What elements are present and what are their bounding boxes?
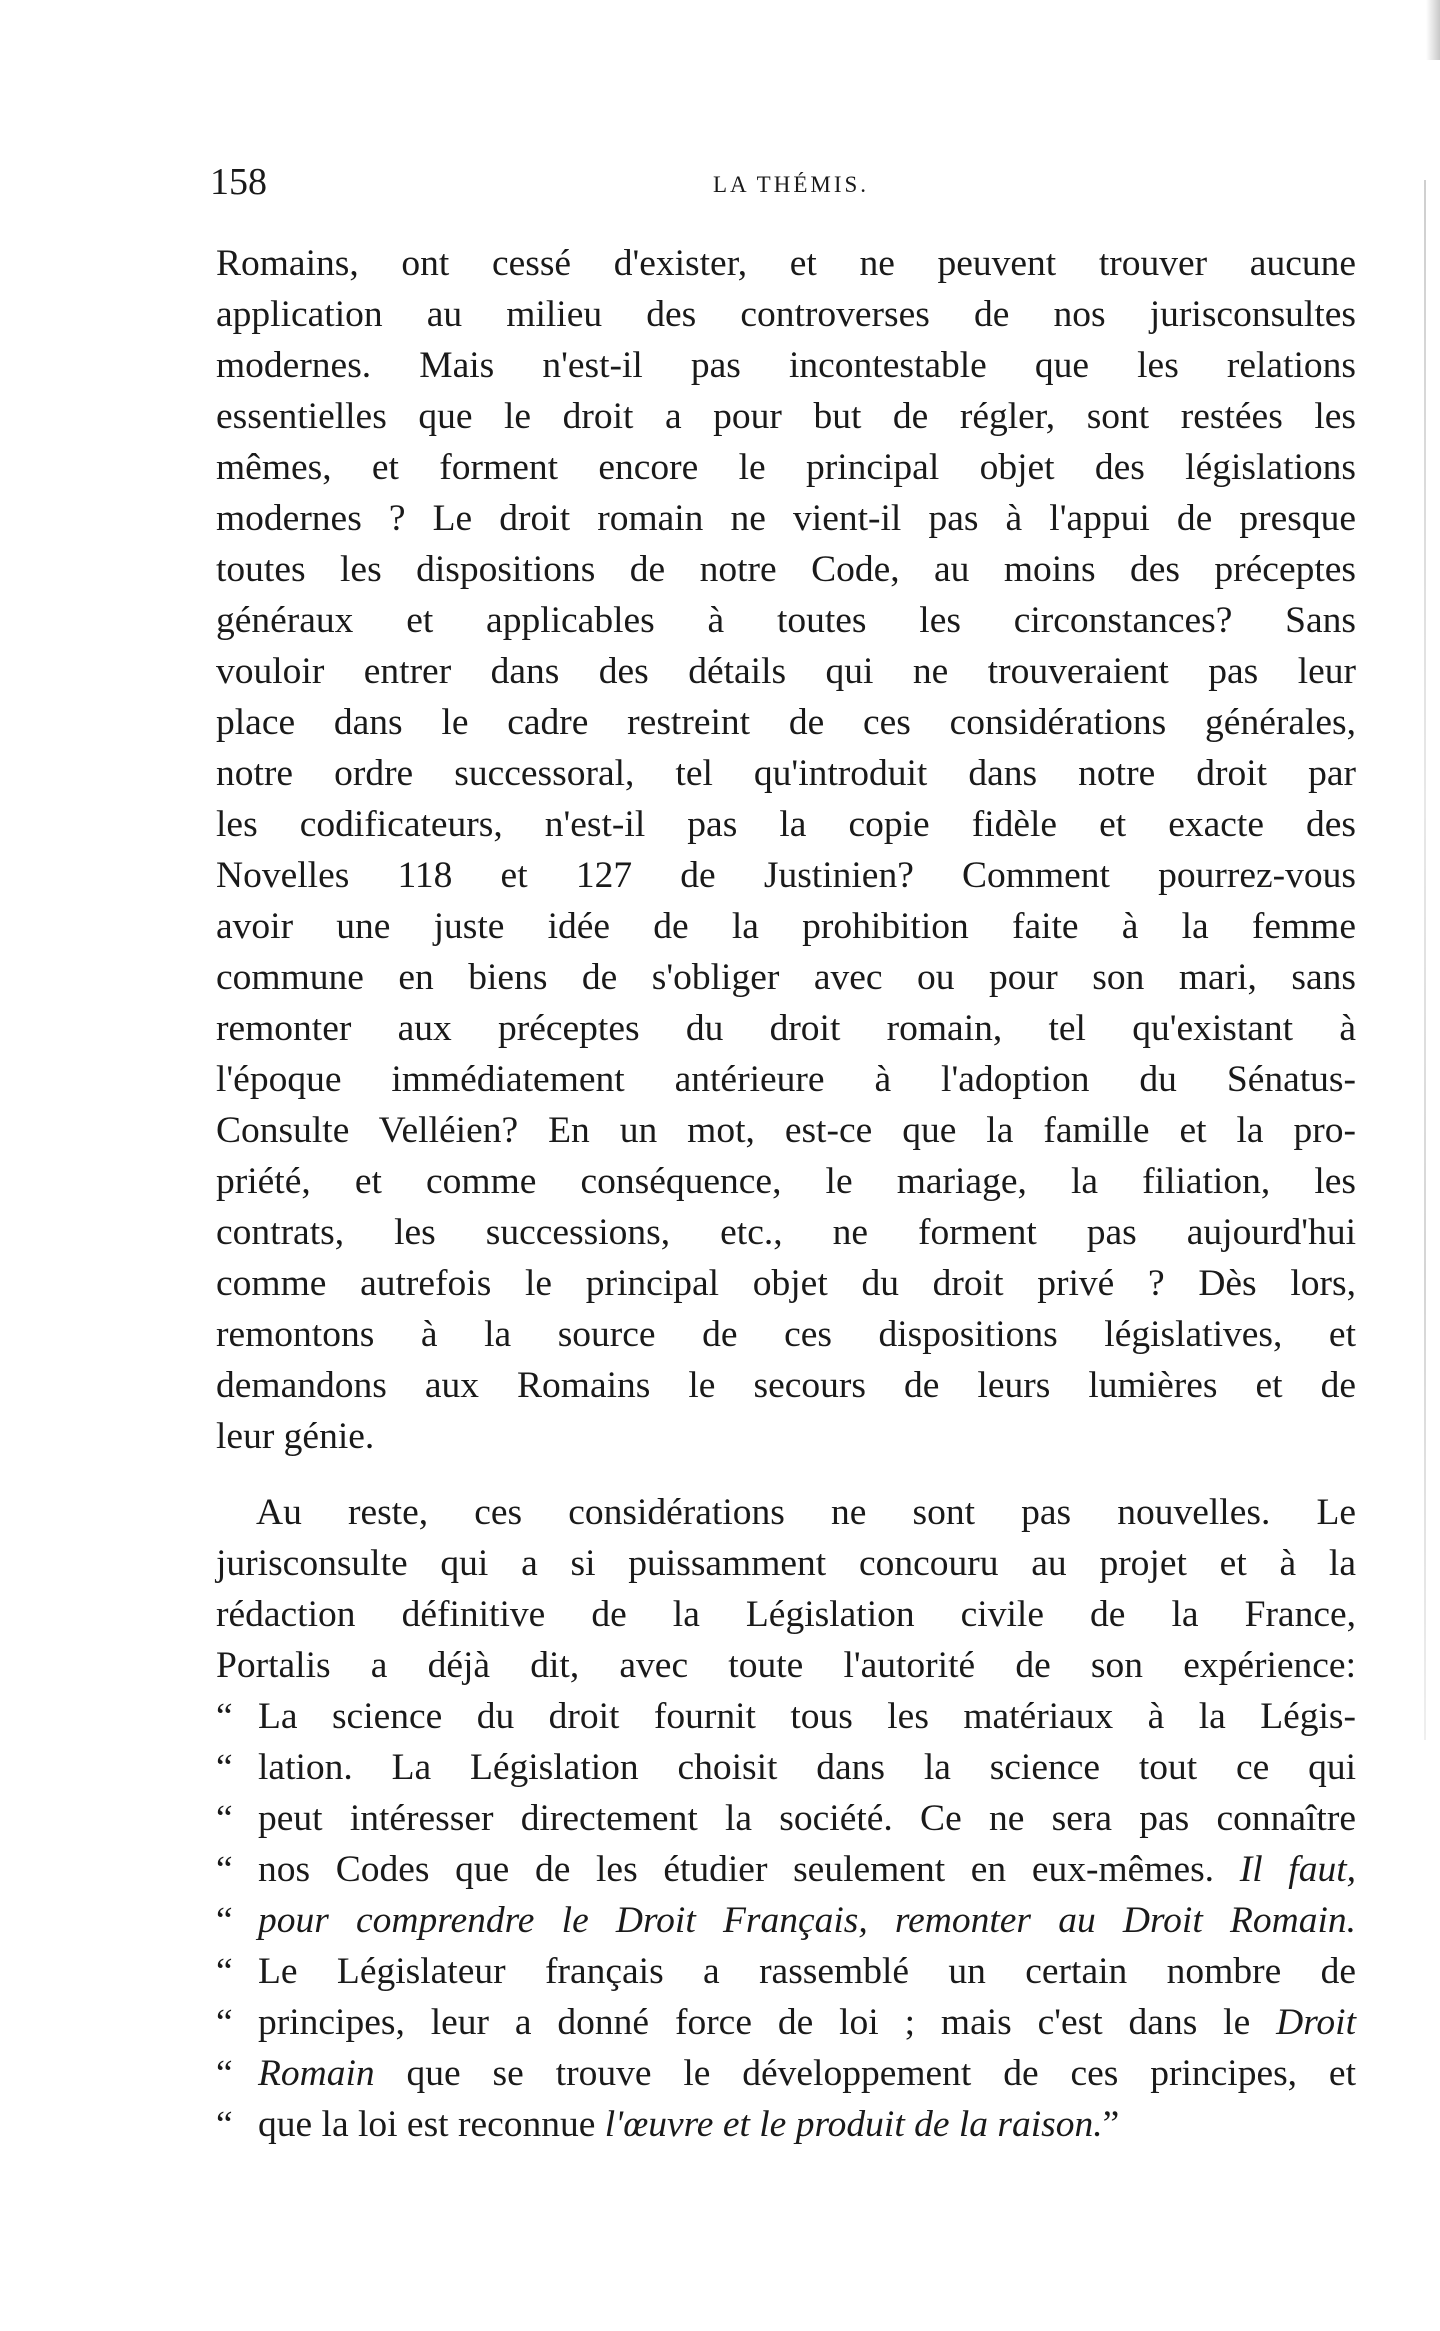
quote-closing-mark: ” [1102, 2104, 1120, 2145]
text-line: jurisconsulte qui a si puissamment concouru au projet et à la [216, 1543, 1356, 1584]
text-line: mêmes, et forment encore le principal objet des législations [216, 447, 1356, 488]
quote-line [216, 1691, 1356, 1742]
quote-italic-text: l'œuvre et le produit de la raison. [604, 2104, 1103, 2145]
text-line: place dans le cadre restreint de ces considérations générales, [216, 702, 1356, 743]
quote-text: que se trouve le développement de ces principes, et [374, 2053, 1356, 2094]
text-line: remontons à la source de ces dispositions législatives, et [216, 1314, 1356, 1355]
text-line: avoir une juste idée de la prohibition faite à la femme [216, 906, 1356, 947]
quote-mark: “ [216, 2104, 233, 2145]
quote-text: peut intéresser directement la société. Ce ne sera pas connaître [258, 1798, 1356, 1839]
text-line: Romains, ont cessé d'exister, et ne peuvent trouver aucune [216, 243, 1356, 284]
paragraph-1 [216, 238, 1356, 1462]
quote-italic-text: pour comprendre le Droit Français, remonter au Droit Romain. [258, 1900, 1356, 1941]
quote-text: lation. La Législation choisit dans la science tout ce qui [258, 1747, 1356, 1788]
text-line: Portalis a déjà dit, avec toute l'autorité de son expérience: [216, 1645, 1356, 1686]
quote-mark: “ [216, 1849, 233, 1890]
quote-italic-text: Romain [258, 2053, 375, 2094]
quote-line [216, 2048, 1356, 2099]
page-edge-shadow [1424, 180, 1426, 1740]
quote-line [216, 1793, 1356, 1844]
text-line: demandons aux Romains le secours de leurs lumières et de [216, 1365, 1356, 1406]
text-line: les codificateurs, n'est-il pas la copie fidèle et exacte des [216, 804, 1356, 845]
quote-mark: “ [216, 2053, 233, 2094]
portalis-quotation [216, 1691, 1356, 2150]
quote-text: que la loi est reconnue [258, 2104, 605, 2145]
quote-mark: “ [216, 1798, 233, 1839]
quote-text: La science du droit fournit tous les matériaux à la Légis- [258, 1696, 1356, 1737]
text-line: contrats, les successions, etc., ne forment pas aujourd'hui [216, 1212, 1356, 1253]
text-line: priété, et comme conséquence, le mariage, la filiation, les [216, 1161, 1356, 1202]
page-number: 158 [210, 161, 267, 203]
text-line: vouloir entrer dans des détails qui ne trouveraient pas leur [216, 651, 1356, 692]
page-header [210, 160, 1372, 210]
text-line: toutes les dispositions de notre Code, au moins des préceptes [216, 549, 1356, 590]
text-line: généraux et applicables à toutes les circonstances? Sans [216, 600, 1356, 641]
text-line: essentielles que le droit a pour but de régler, sont restées les [216, 396, 1356, 437]
text-line: l'époque immédiatement antérieure à l'adoption du Sénatus- [216, 1059, 1356, 1100]
running-head: LA THÉMIS. [712, 172, 870, 197]
quote-mark: “ [216, 1696, 233, 1737]
text-line: commune en biens de s'obliger avec ou pour son mari, sans [216, 957, 1356, 998]
text-line: Au reste, ces considérations ne sont pas nouvelles. Le [256, 1492, 1356, 1533]
quote-text: Le Législateur français a rassemblé un certain nombre de [258, 1951, 1356, 1992]
quote-mark: “ [216, 1951, 233, 1992]
quote-mark: “ [216, 1747, 233, 1788]
quote-text: principes, leur a donné force de loi ; mais c'est dans le [258, 2002, 1277, 2043]
scan-edge-mark [1426, 0, 1440, 60]
quote-mark: “ [216, 1900, 233, 1941]
quote-line [216, 1844, 1356, 1895]
text-line: rédaction définitive de la Législation civile de la France, [216, 1594, 1356, 1635]
quote-line [216, 1946, 1356, 1997]
quote-line [216, 1895, 1356, 1946]
quote-text: nos Codes que de les étudier seulement en eux-mêmes. [258, 1849, 1240, 1890]
quote-italic-text: Droit [1276, 2002, 1356, 2043]
text-line: application au milieu des controverses de nos jurisconsultes [216, 294, 1356, 335]
quote-line [216, 1997, 1356, 2048]
text-line: comme autrefois le principal objet du droit privé ? Dès lors, [216, 1263, 1356, 1304]
paragraph-gap [216, 1462, 1356, 1487]
text-line: notre ordre successoral, tel qu'introduit dans notre droit par [216, 753, 1356, 794]
text-line: modernes ? Le droit romain ne vient-il pas à l'appui de presque [216, 498, 1356, 539]
paragraph-2 [216, 1487, 1356, 1691]
quote-line [216, 2099, 1356, 2150]
quote-mark: “ [216, 2002, 233, 2043]
text-line: Novelles 118 et 127 de Justinien? Comment pourrez-vous [216, 855, 1356, 896]
body-text [216, 238, 1356, 2150]
text-line: remonter aux préceptes du droit romain, tel qu'existant à [216, 1008, 1356, 1049]
text-line: modernes. Mais n'est-il pas incontestable que les relations [216, 345, 1356, 386]
text-line: leur génie. [216, 1416, 375, 1457]
quote-line [216, 1742, 1356, 1793]
quote-italic-text: Il faut, [1239, 1849, 1356, 1890]
text-line: Consulte Velléien? En un mot, est-ce que la famille et la pro- [216, 1110, 1356, 1151]
